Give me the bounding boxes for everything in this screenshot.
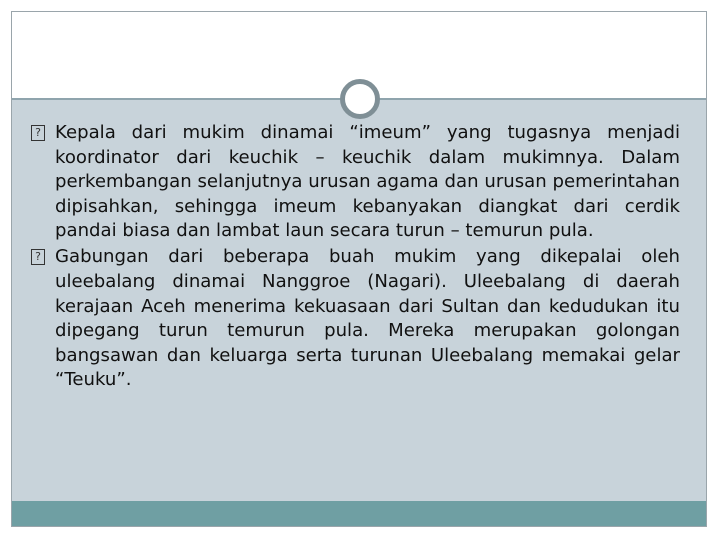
bullet-paragraph-1	[30, 121, 680, 244]
slide-content	[30, 121, 680, 395]
bullet-glyph-icon: ?	[31, 249, 45, 265]
divider-ring-ornament	[340, 79, 380, 119]
bullet-glyph-icon: ?	[31, 125, 45, 141]
paragraph-text: Kepala dari mukim dinamai “imeum” yang tugasnya menjadi koordinator dari keuchik – keuchik dalam mukimnya. Dalam perkembangan selanjutnya urusan agama dan urusan pemerintahan dipisahkan, sehingga imeum kebanyakan diangkat dari cerdik pandai biasa dan lambat laun secara turun – temurun pula.	[55, 122, 680, 242]
paragraph-text: Gabungan dari beberapa buah mukim yang dikepalai oleh uleebalang dinamai Nanggroe (Nagari). Uleebalang di daerah kerajaan Aceh menerima kekuasaan dari Sultan dan kedudukan itu dipegang turun temurun pula. Mereka merupakan golongan bangsawan dan keluarga serta turunan Uleebalang memakai gelar “Teuku”.	[55, 246, 680, 391]
bullet-paragraph-2	[30, 245, 680, 393]
